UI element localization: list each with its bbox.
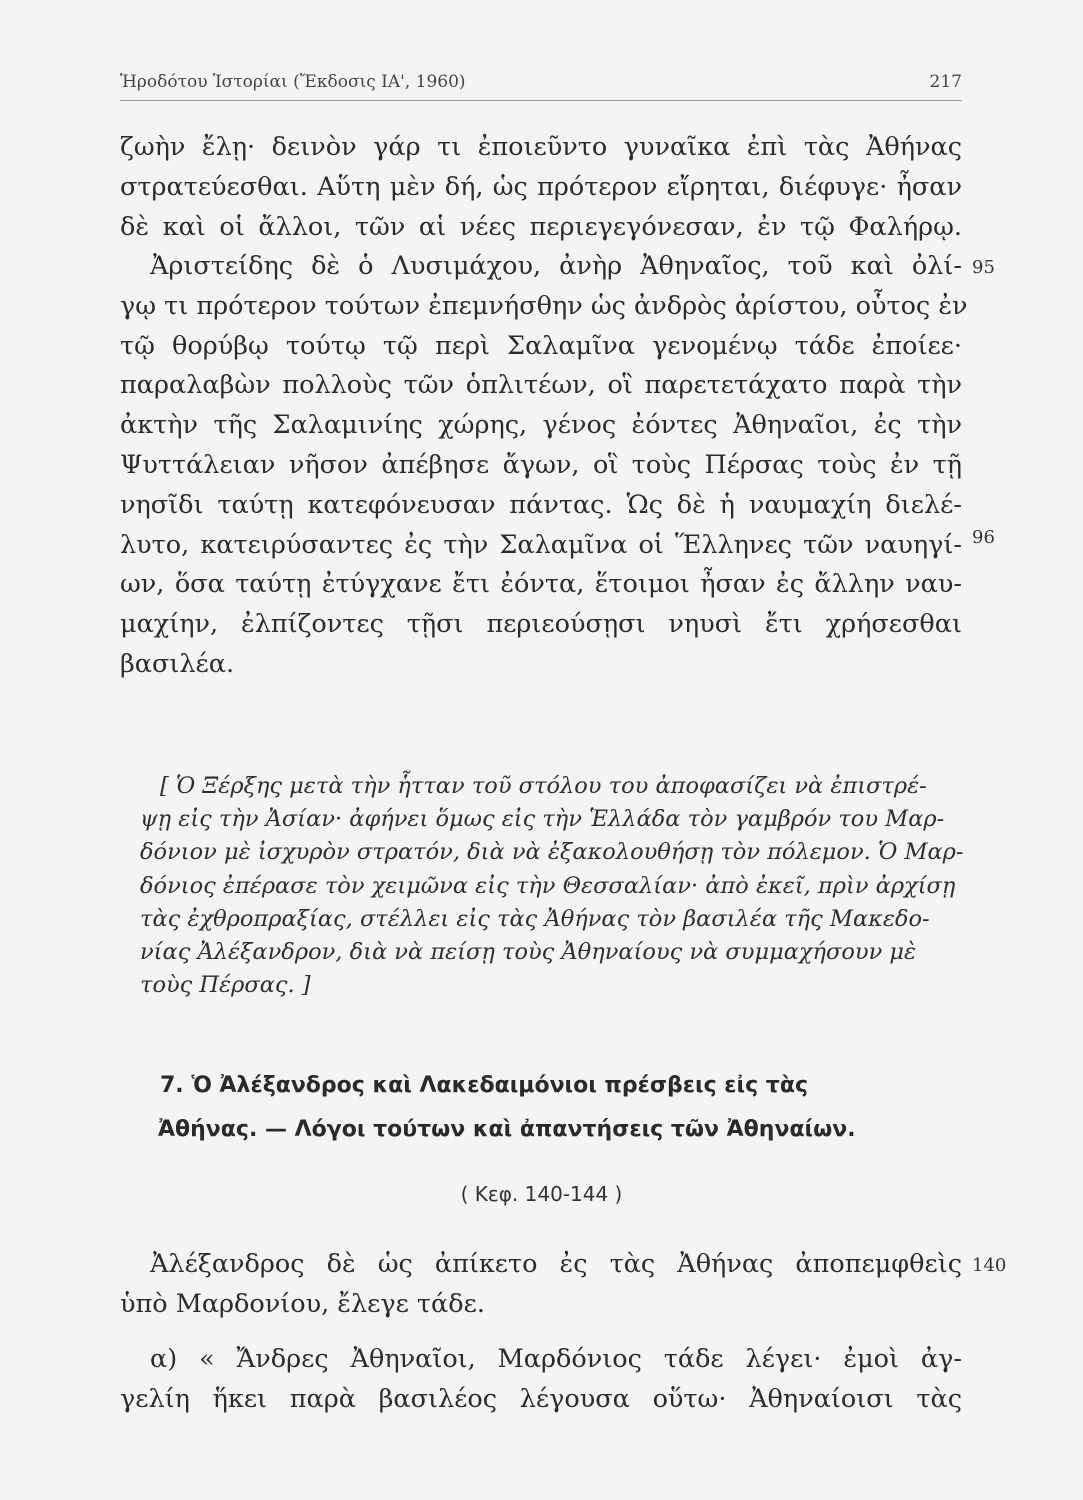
text-line: δὲ καὶ οἱ ἄλλοι, τῶν αἱ νέες περιεγεγόνεσαν, ἐν τῷ Φαλήρῳ.: [120, 211, 962, 242]
section-title: [160, 1064, 920, 1152]
page-number: 217: [929, 72, 962, 92]
summary-line: δόνιος ἐπέρασε τὸν χειμῶνα εἰς τὴν Θεσσαλίαν· ἀπὸ ἐκεῖ, πρὶν ἀρχίσῃ: [140, 872, 956, 899]
text-line: ὑπὸ Μαρδονίου, ἔλεγε τάδε.: [120, 1288, 485, 1319]
running-header: [120, 72, 962, 101]
paragraph-3: [120, 1245, 962, 1325]
summary-line: δόνιον μὲ ἰσχυρὸν στρατόν, διὰ νὰ ἐξακολουθήσῃ τὸν πόλεμον. Ὁ Μαρ-: [140, 839, 964, 866]
summary-line: [ Ὁ Ξέρξης μετὰ τὴν ἧτταν τοῦ στόλου του ἀποφασίζει νὰ ἐπιστρέ-: [160, 773, 927, 799]
text-line: μαχίην, ἐλπίζοντες τῇσι περιεούσῃσι νηυσὶ ἔτι χρήσεσθαι: [120, 609, 962, 640]
paragraph-2: [120, 247, 968, 685]
margin-number: 95: [972, 257, 995, 278]
section-title-line: Ἀθήνας. — Λόγοι τούτων καὶ ἀπαντήσεις τῶν Ἀθηναίων.: [158, 1117, 856, 1142]
margin-number: 96: [972, 527, 995, 548]
text-line: Ἀλέξανδρος δὲ ὡς ἀπίκετο ἐς τὰς Ἀθήνας ἀποπεμφθεὶς: [150, 1249, 962, 1279]
text-line: στρατεύεσθαι. Αὕτη μὲν δή, ὡς πρότερον εἴρηται, διέφυγε· ἦσαν: [120, 171, 962, 202]
text-line: γελίη ἥκει παρὰ βασιλέος λέγουσα οὕτω· Ἀθηναίοισι τὰς: [120, 1383, 962, 1414]
margin-number: 140: [972, 1255, 1007, 1276]
text-line: Ἀριστείδης δὲ ὁ Λυσιμάχου, ἀνὴρ Ἀθηναῖος, τοῦ καὶ ὀλί-: [150, 251, 962, 281]
text-line: βασιλέα.: [120, 648, 235, 679]
text-line: Ψυττάλειαν νῆσον ἀπέβησε ἄγων, οἳ τοὺς Πέρσας τοὺς ἐν τῇ: [120, 449, 962, 480]
text-line: ζωὴν ἔλῃ· δεινὸν γάρ τι ἐποιεῦντο γυναῖκα ἐπὶ τὰς Ἀθήνας: [120, 132, 962, 162]
text-line: τῷ θορύβῳ τούτῳ τῷ περὶ Σαλαμῖνα γενομένῳ τάδε ἐποίεε·: [120, 330, 962, 361]
text-line: παραλαβὼν πολλοὺς τῶν ὁπλιτέων, οἳ παρετετάχατο παρὰ τὴν: [120, 370, 962, 401]
section-title-line: 7. Ὁ Ἀλέξανδρος καὶ Λακεδαιμόνιοι πρέσβεις εἰς τὰς: [160, 1073, 808, 1098]
paragraph-4: [120, 1340, 962, 1420]
text-line: ἀκτὴν τῆς Σαλαμινίης χώρης, γένος ἐόντες Ἀθηναῖοι, ἐς τὴν: [120, 410, 962, 441]
running-title: Ἡροδότου Ἱστορίαι (Ἔκδοσις ΙΑ', 1960): [120, 72, 466, 92]
text-line: λυτο, κατειρύσαντες ἐς τὴν Σαλαμῖνα οἱ Ἕλληνες τῶν ναυηγί-: [120, 529, 962, 560]
chapter-reference: ( Κεφ. 140-144 ): [460, 1182, 623, 1206]
paragraph-1: [120, 128, 962, 247]
summary-line: τὰς ἐχθροπραξίας, στέλλει εἰς τὰς Ἀθήνας τὸν βασιλέα τῆς Μακεδο-: [140, 905, 930, 932]
text-line: α) « Ἄνδρες Ἀθηναῖοι, Μαρδόνιος τάδε λέγει· ἐμοὶ ἀγ-: [150, 1344, 962, 1374]
summary-block: [140, 770, 964, 1002]
summary-line: νίας Ἀλέξανδρον, διὰ νὰ πείσῃ τοὺς Ἀθηναίους νὰ συμμαχήσουν μὲ: [140, 939, 917, 966]
summary-line: τοὺς Πέρσας. ]: [140, 972, 311, 999]
text-line: νησῖδι ταύτῃ κατεφόνευσαν πάντας. Ὡς δὲ ἡ ναυμαχίη διελέ-: [120, 489, 962, 520]
text-line: ων, ὅσα ταύτῃ ἐτύγχανε ἔτι ἐόντα, ἕτοιμοι ἦσαν ἐς ἄλλην ναυ-: [120, 569, 962, 600]
summary-line: ψῃ εἰς τὴν Ἀσίαν· ἀφήνει ὅμως εἰς τὴν Ἑλλάδα τὸν γαμβρόν του Μαρ-: [140, 806, 945, 833]
text-line: γῳ τι πρότερον τούτων ἐπεμνήσθην ὡς ἀνδρὸς ἀρίστου, οὗτος ἐν: [120, 290, 968, 321]
